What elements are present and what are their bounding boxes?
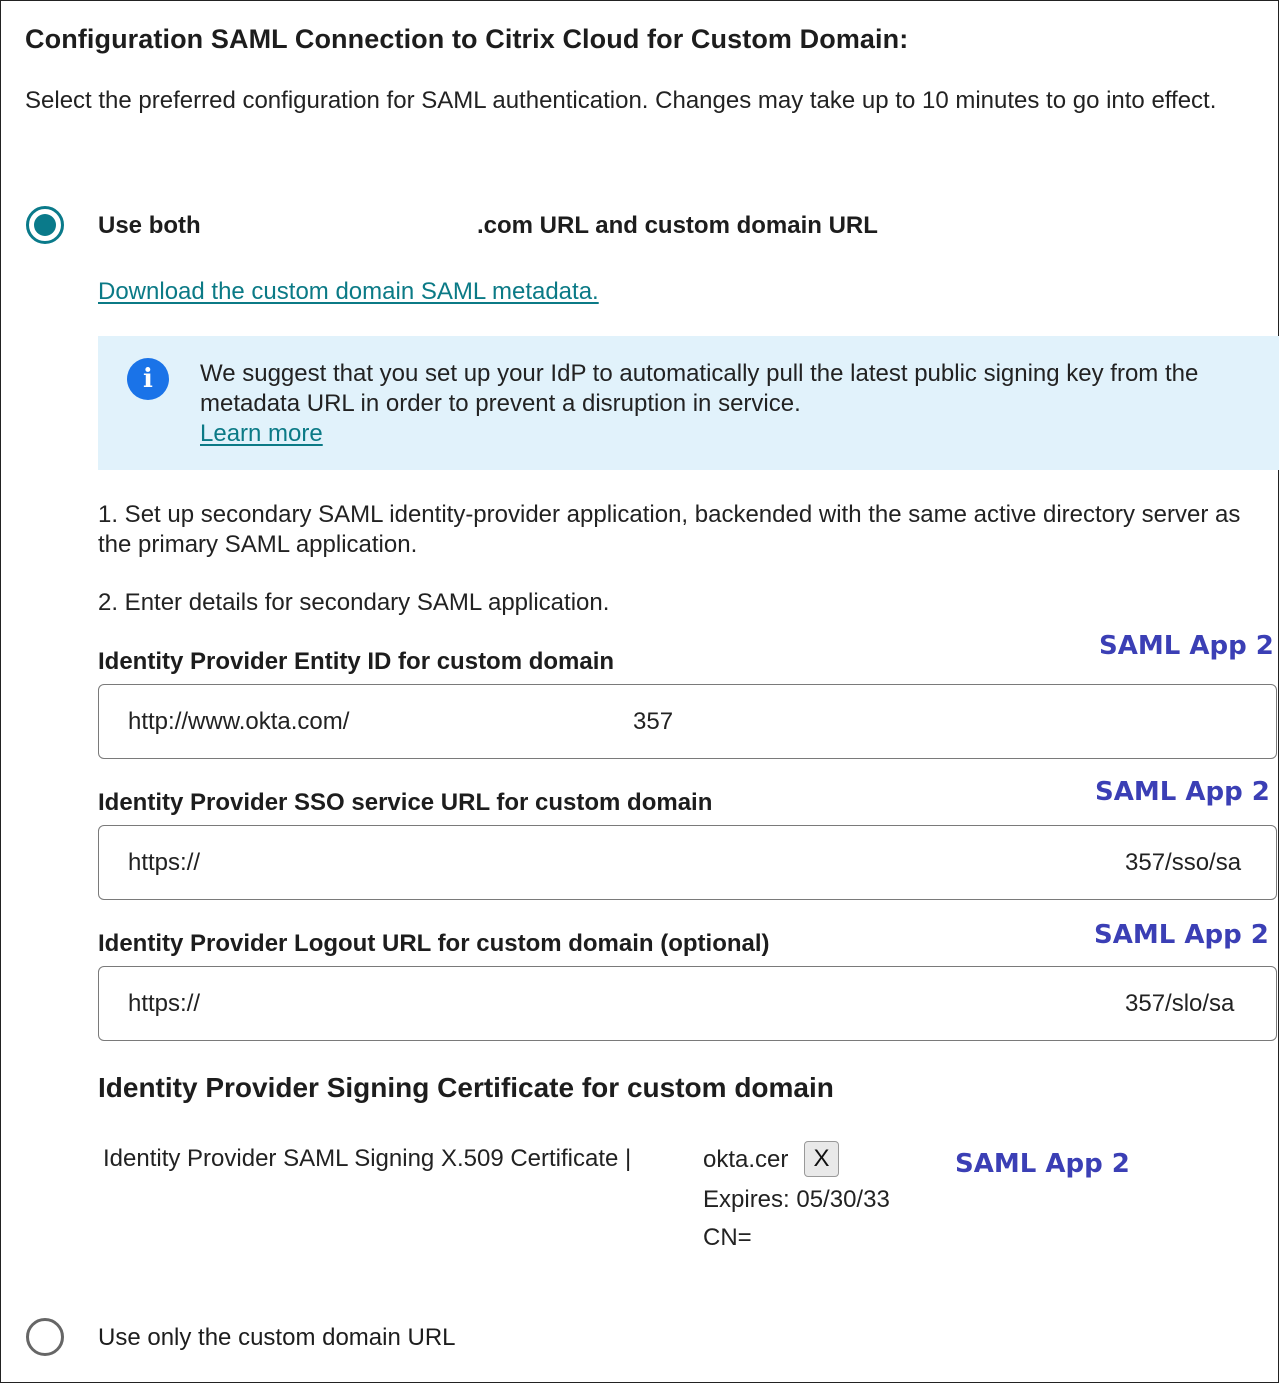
option-use-both-label-suffix[interactable]: .com URL and custom domain URL [477,212,878,239]
intro-text: Select the preferred configuration for SAML authentication. Changes may take up to 10 minutes to go into effect. [25,87,1217,114]
remove-certificate-button[interactable]: X [804,1141,839,1177]
step-2-text: 2. Enter details for secondary SAML application. [98,589,610,616]
sso-url-value-start: https:// [128,849,201,876]
entity-id-value-end: 357 [633,708,674,735]
certificate-expires: Expires: 05/30/33 [703,1186,890,1213]
entity-id-label: Identity Provider Entity ID for custom domain [98,648,615,675]
option-custom-domain-only-label[interactable]: Use only the custom domain URL [98,1324,456,1351]
certificate-file-name: okta.cer [703,1146,789,1173]
page-title: Configuration SAML Connection to Citrix Cloud for Custom Domain: [25,24,909,54]
info-banner-text [200,359,1260,449]
annotation-saml-app-2: SAML App 2 [1094,920,1269,950]
annotation-saml-app-2: SAML App 2 [955,1149,1130,1179]
certificate-cn: CN= [703,1224,752,1251]
info-message: We suggest that you set up your IdP to automatically pull the latest public signing key from the metadata URL in order to prevent a disruption in service. [200,360,1199,417]
step-1-text: 1. Set up secondary SAML identity-provider application, backended with the same active directory server as the primary SAML application. [98,501,1241,558]
annotation-saml-app-2: SAML App 2 [1099,631,1274,661]
sso-url-label: Identity Provider SSO service URL for custom domain [98,789,713,816]
sso-url-value-end: 357/sso/sa [1125,849,1242,876]
radio-custom-domain-only[interactable] [26,1318,64,1356]
option-use-both-label-prefix[interactable]: Use both [98,212,201,239]
logout-url-input[interactable] [98,966,1277,1041]
download-metadata-link[interactable]: Download the custom domain SAML metadata. [98,278,599,305]
annotation-saml-app-2: SAML App 2 [1095,777,1270,807]
logout-url-value-start: https:// [128,990,201,1017]
learn-more-link[interactable]: Learn more [200,420,323,447]
logout-url-label: Identity Provider Logout URL for custom domain (optional) [98,930,770,957]
entity-id-value-start: http://www.okta.com/ [128,708,350,735]
info-icon: i [127,358,169,400]
sso-url-input[interactable] [98,825,1277,900]
certificate-heading: Identity Provider Signing Certificate for custom domain [98,1072,834,1103]
logout-url-value-end: 357/slo/sa [1125,990,1235,1017]
certificate-label: Identity Provider SAML Signing X.509 Certificate | [103,1145,632,1172]
radio-use-both[interactable] [26,206,64,244]
